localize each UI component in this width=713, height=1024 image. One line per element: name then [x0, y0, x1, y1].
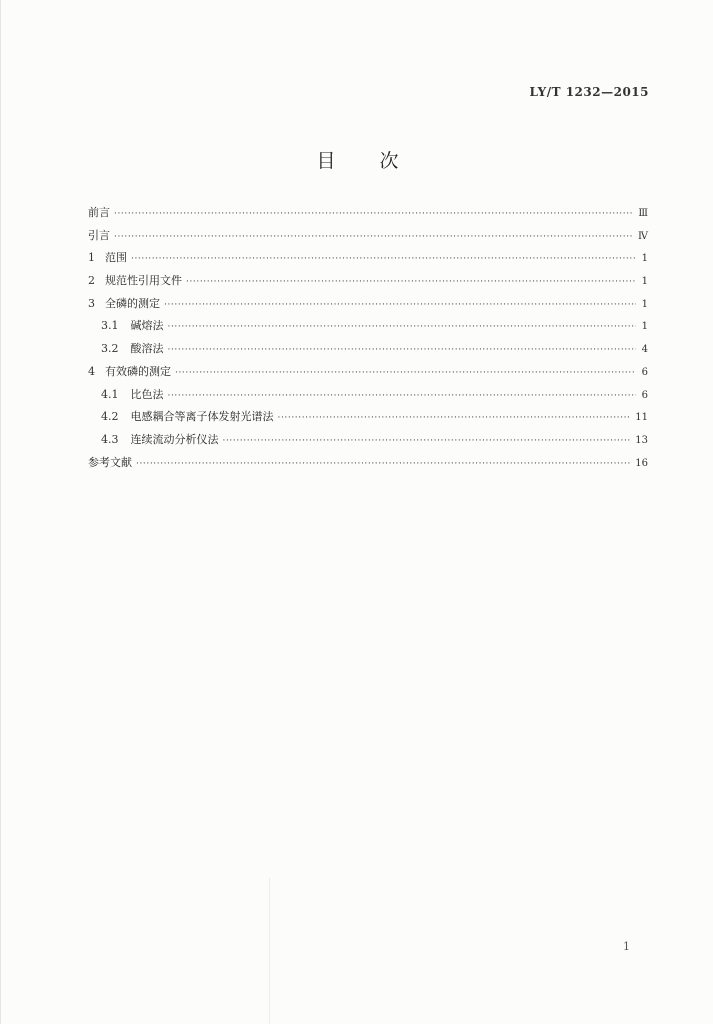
toc-entry-4-1[interactable]: [88, 384, 648, 407]
toc-entry-text: 电感耦合等离子体发射光谱法: [130, 410, 274, 424]
toc-entry-number: 2: [88, 274, 95, 288]
toc-entry-4[interactable]: [88, 361, 648, 384]
toc-leader-dots: [114, 203, 634, 226]
toc-entry-number: 4.3: [101, 432, 119, 446]
toc-entry-page: 1: [641, 321, 648, 333]
toc-entry-page: 13: [635, 434, 648, 446]
toc-entry-3[interactable]: [88, 293, 648, 316]
toc-entry-page: 1: [641, 253, 648, 265]
toc-entry-text: 全磷的测定: [105, 296, 160, 310]
toc-entry-4-2[interactable]: [88, 406, 648, 429]
toc-entry-text: 参考文献: [88, 455, 132, 469]
toc-leader-dots: [131, 248, 636, 271]
toc-entry-page: 16: [635, 457, 648, 469]
toc-entry-1[interactable]: [88, 247, 648, 270]
toc-entry-number: 4.2: [101, 410, 119, 424]
toc-leader-dots: [168, 339, 637, 362]
toc-entry-number: 3.1: [101, 319, 119, 333]
toc-entry-page: 6: [641, 389, 648, 401]
toc-entry-text: 连续流动分析仪法: [130, 432, 219, 446]
toc-entry-text: 比色法: [130, 387, 164, 401]
toc-entry-text: 范围: [105, 251, 127, 265]
toc-entry-3-2[interactable]: [88, 338, 648, 361]
toc-entry-page: 6: [641, 366, 648, 378]
toc-entry-4-3[interactable]: [88, 429, 648, 452]
toc-entry-references[interactable]: [88, 452, 648, 475]
toc-leader-dots: [186, 271, 636, 294]
toc-entry-page: Ⅳ: [638, 230, 648, 242]
toc-title: [1, 146, 713, 173]
toc-entry-text: 引言: [88, 228, 110, 242]
table-of-contents: [88, 202, 648, 474]
toc-entry-page: 4: [641, 344, 648, 356]
toc-leader-dots: [168, 385, 637, 408]
toc-entry-page: Ⅲ: [638, 208, 648, 219]
toc-entry-number: 1: [88, 251, 95, 265]
toc-leader-dots: [114, 226, 634, 249]
toc-title-char: 次: [379, 150, 399, 172]
toc-entry-page: 1: [641, 298, 648, 310]
toc-entry-foreword[interactable]: [88, 202, 648, 225]
toc-entry-text: 规范性引用文件: [105, 274, 182, 288]
page-number: 1: [623, 940, 630, 953]
toc-entry-introduction[interactable]: [88, 225, 648, 248]
toc-entry-text: 碱熔法: [130, 319, 164, 333]
toc-leader-dots: [223, 430, 632, 453]
standard-code: LY/T 1232—2015: [529, 85, 649, 99]
toc-entry-page: 11: [635, 412, 648, 424]
toc-entry-text: 前言: [88, 206, 110, 219]
toc-entry-number: 4: [88, 364, 95, 378]
toc-entry-number: 3.2: [101, 342, 119, 356]
toc-leader-dots: [164, 294, 636, 317]
toc-entry-number: 4.1: [101, 387, 119, 401]
toc-entry-text: 酸溶法: [130, 342, 164, 356]
toc-leader-dots: [175, 362, 636, 385]
toc-leader-dots: [278, 407, 632, 430]
toc-entry-page: 1: [641, 276, 648, 288]
toc-entry-number: 3: [88, 296, 95, 310]
toc-title-char: 目: [316, 150, 336, 172]
toc-entry-text: 有效磷的测定: [105, 364, 171, 378]
toc-entry-3-1[interactable]: [88, 315, 648, 338]
toc-leader-dots: [168, 316, 637, 339]
scan-artifact-line: [269, 878, 270, 1024]
toc-entry-2[interactable]: [88, 270, 648, 293]
toc-leader-dots: [136, 453, 631, 476]
